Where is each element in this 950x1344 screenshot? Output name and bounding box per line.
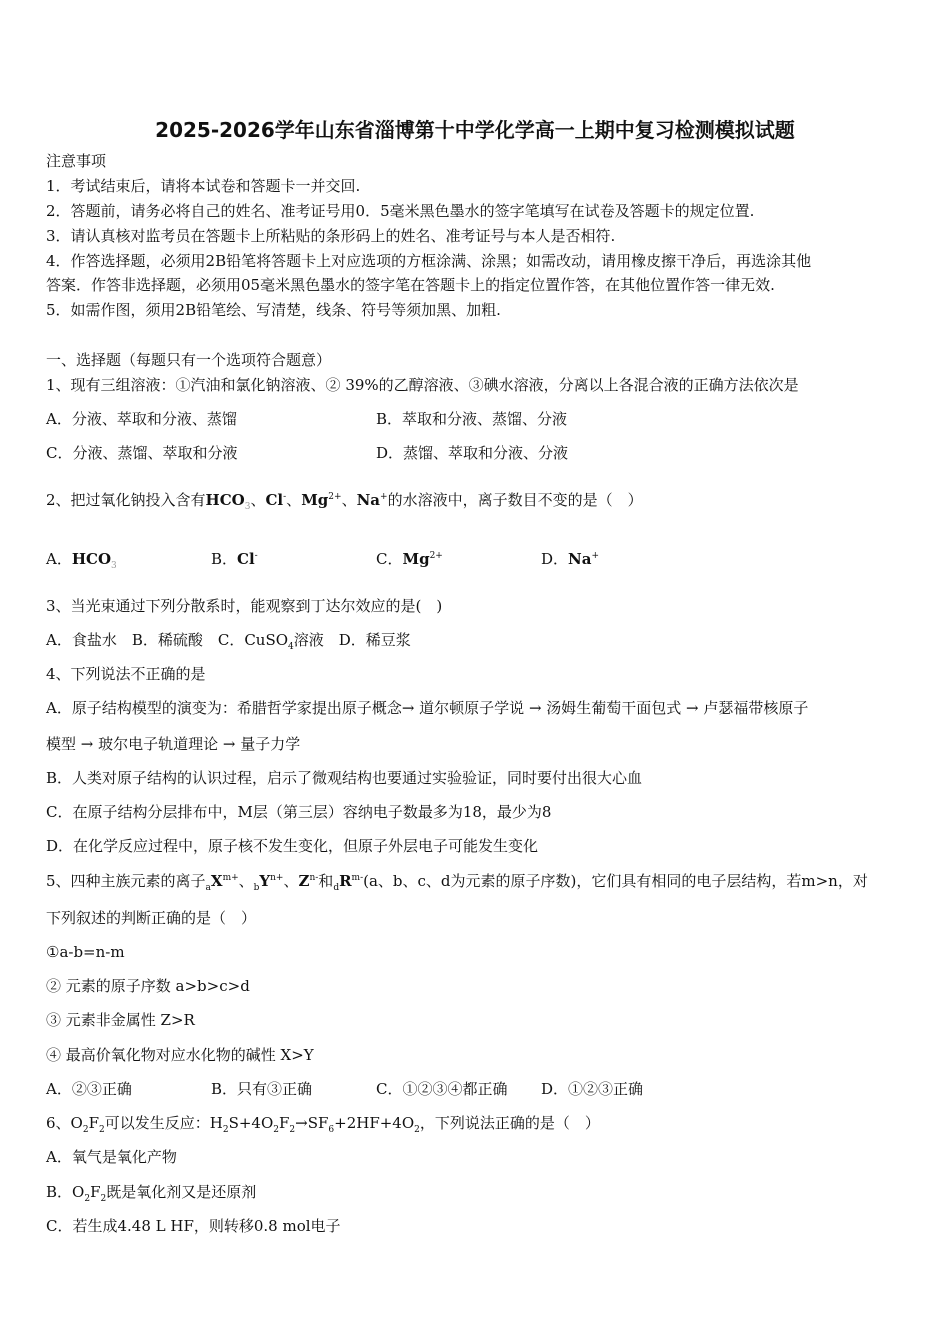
charge: n-	[309, 873, 319, 883]
stem-text: (a、b、c、d为元素的原子序数)，它们具有相同的电子层结构，若m>n，对	[363, 872, 868, 890]
stem-text: F	[88, 1114, 99, 1132]
question-5-stem	[46, 871, 868, 891]
ion-hco3: HCO	[205, 491, 245, 509]
subscript: 2	[414, 1125, 420, 1135]
question-2-option-c	[376, 549, 443, 569]
question-2-stem-post: 的水溶液中，离子数目不变的是（ ）	[387, 491, 643, 509]
question-6-option-a: A．氧气是氧化产物	[46, 1148, 177, 1166]
question-2-stem-pre: 2、把过氧化钠投入含有	[46, 491, 206, 509]
charge: 2+	[429, 551, 443, 561]
question-1-option-b: B．萃取和分液、蒸馏、分液	[376, 410, 568, 428]
question-5-option-d: D．①②③正确	[541, 1080, 644, 1098]
question-2-option-a	[46, 549, 117, 569]
subscript: 3	[244, 502, 251, 512]
notice-heading: 注意事项	[46, 152, 107, 170]
charge: -	[254, 551, 258, 561]
question-2-option-d	[541, 549, 599, 569]
subscript: 2	[273, 1125, 279, 1135]
ion-r: R	[339, 872, 352, 890]
question-3-options	[46, 630, 411, 650]
stem-text: 可以发生反应：H	[104, 1114, 223, 1132]
charge: +	[380, 492, 388, 502]
subscript: d	[333, 883, 340, 893]
subscript: 3	[111, 561, 117, 571]
ion-x: X	[210, 872, 223, 890]
question-5-stem-cont: 下列叙述的判断正确的是（ ）	[46, 909, 257, 927]
stem-text: +2HF+4O	[334, 1114, 415, 1132]
subscript: 2	[100, 1194, 107, 1204]
option-label: C．	[376, 550, 403, 568]
ion-mg: Mg	[402, 550, 430, 568]
stem-text: 5、四种主族元素的离子	[46, 872, 206, 890]
charge: m+	[222, 873, 239, 883]
charge: 2+	[328, 492, 342, 502]
charge: +	[591, 551, 600, 561]
question-4-option-c: C．在原子结构分层排布中，M层（第三层）容纳电子数最多为18，最少为8	[46, 803, 552, 821]
question-1-option-d: D．蒸馏、萃取和分液、分液	[376, 444, 569, 462]
stem-text: ，下列说法正确的是（ ）	[419, 1114, 600, 1132]
option-text: F	[90, 1183, 101, 1201]
separator: 、	[286, 491, 302, 509]
question-5-statement: ④ 最高价氧化物对应水化物的碱性 X>Y	[46, 1046, 314, 1064]
ion-mg: Mg	[301, 491, 329, 509]
question-5-statement: ③ 元素非金属性 Z>R	[46, 1011, 195, 1029]
subscript: 2	[222, 1125, 229, 1135]
ion-na: Na	[356, 491, 381, 509]
ion-y: Y	[259, 872, 271, 890]
ion-z: Z	[298, 872, 310, 890]
question-1-option-c: C．分液、蒸馏、萃取和分液	[46, 444, 238, 462]
option-text: 既是氧化剂又是还原剂	[106, 1183, 257, 1201]
notice-item: 5．如需作图，须用2B铅笔绘、写清楚，线条、符号等须加黑、加粗.	[46, 301, 501, 319]
stem-text: F	[278, 1114, 290, 1132]
subscript: a	[205, 883, 211, 893]
ion-cl: Cl	[237, 550, 255, 568]
section-heading: 一、选择题（每题只有一个选项符合题意）	[46, 351, 332, 369]
options-text: 溶液 D．稀豆浆	[293, 631, 411, 649]
page-title: 2025-2026学年山东省淄博第十中学化学高一上期中复习检测模拟试题	[155, 118, 795, 142]
notice-item: 2．答题前，请务必将自己的姓名、准考证号用0．5毫米黑色墨水的签字笔填写在试卷及答题卡的规定位置.	[46, 202, 755, 220]
stem-text: 6、O	[46, 1114, 83, 1132]
question-4-option-a: A．原子结构模型的演变为：希腊哲学家提出原子概念→ 道尔顿原子学说 → 汤姆生葡萄干面包式 → 卢瑟福带核原子	[46, 699, 809, 717]
ion-hco3: HCO	[71, 550, 112, 568]
option-text: B．O	[46, 1183, 85, 1201]
separator: 和	[318, 872, 334, 890]
stem-text: S+4O	[228, 1114, 274, 1132]
question-5-statement: ①a-b=n-m	[46, 943, 125, 961]
option-label: D．	[541, 550, 569, 568]
separator: 、	[238, 872, 254, 890]
question-1-stem: 1、现有三组溶液：①汽油和氯化钠溶液、② 39%的乙醇溶液、③碘水溶液，分离以上各混合液的正确方法依次是	[46, 376, 799, 394]
question-4-stem: 4、下列说法不正确的是	[46, 665, 206, 683]
notice-item: 3．请认真核对监考员在答题卡上所粘贴的条形码上的姓名、准考证号与本人是否相符.	[46, 227, 616, 245]
question-5-option-b: B．只有③正确	[211, 1080, 313, 1098]
option-label: A．	[46, 550, 72, 568]
question-5-option-a: A．②③正确	[46, 1080, 132, 1098]
question-5-option-c: C．①②③④都正确	[376, 1080, 508, 1098]
question-5-statement: ② 元素的原子序数 a>b>c>d	[46, 977, 250, 995]
subscript: 2	[99, 1125, 105, 1135]
question-4-option-a-cont: 模型 → 玻尔电子轨道理论 → 量子力学	[46, 735, 301, 753]
charge: n+	[270, 873, 284, 883]
question-6-stem	[46, 1113, 600, 1133]
question-1-option-a: A．分液、萃取和分液、蒸馏	[46, 410, 237, 428]
charge: m-	[351, 873, 364, 883]
separator: 、	[341, 491, 357, 509]
option-label: B．	[211, 550, 238, 568]
subscript: 2	[84, 1194, 91, 1204]
ion-cl: Cl	[265, 491, 284, 509]
question-6-option-c: C．若生成4.48 L HF，则转移0.8 mol电子	[46, 1217, 341, 1235]
ion-na: Na	[568, 550, 592, 568]
subscript: 6	[328, 1125, 335, 1135]
separator: 、	[283, 872, 299, 890]
question-4-option-d: D．在化学反应过程中，原子核不发生变化，但原子外层电子可能发生变化	[46, 837, 539, 855]
subscript: 2	[82, 1125, 89, 1135]
charge: -	[283, 492, 287, 502]
notice-item: 1．考试结束后，请将本试卷和答题卡一并交回.	[46, 177, 361, 195]
question-4-option-b: B．人类对原子结构的认识过程，启示了微观结构也要通过实验验证，同时要付出很大心血	[46, 769, 643, 787]
question-2-stem	[46, 490, 643, 510]
question-2-option-b	[211, 549, 258, 569]
separator: 、	[250, 491, 266, 509]
options-text: A．食盐水 B．稀硫酸 C．CuSO	[46, 631, 289, 649]
subscript: b	[253, 883, 260, 893]
notice-item: 4．作答选择题，必须用2B铅笔将答题卡上对应选项的方框涂满、涂黑；如需改动，请用橡皮擦干净后，再选涂其他	[46, 252, 812, 270]
question-6-option-b	[46, 1182, 256, 1202]
notice-item: 答案．作答非选择题，必须用05毫米黑色墨水的签字笔在答题卡上的指定位置作答，在其他位置作答一律无效.	[46, 276, 775, 294]
stem-text: →SF	[295, 1114, 329, 1132]
question-3-stem: 3、当光束通过下列分散系时，能观察到丁达尔效应的是( )	[46, 597, 443, 615]
subscript: 4	[288, 642, 294, 652]
subscript: 2	[289, 1125, 296, 1135]
